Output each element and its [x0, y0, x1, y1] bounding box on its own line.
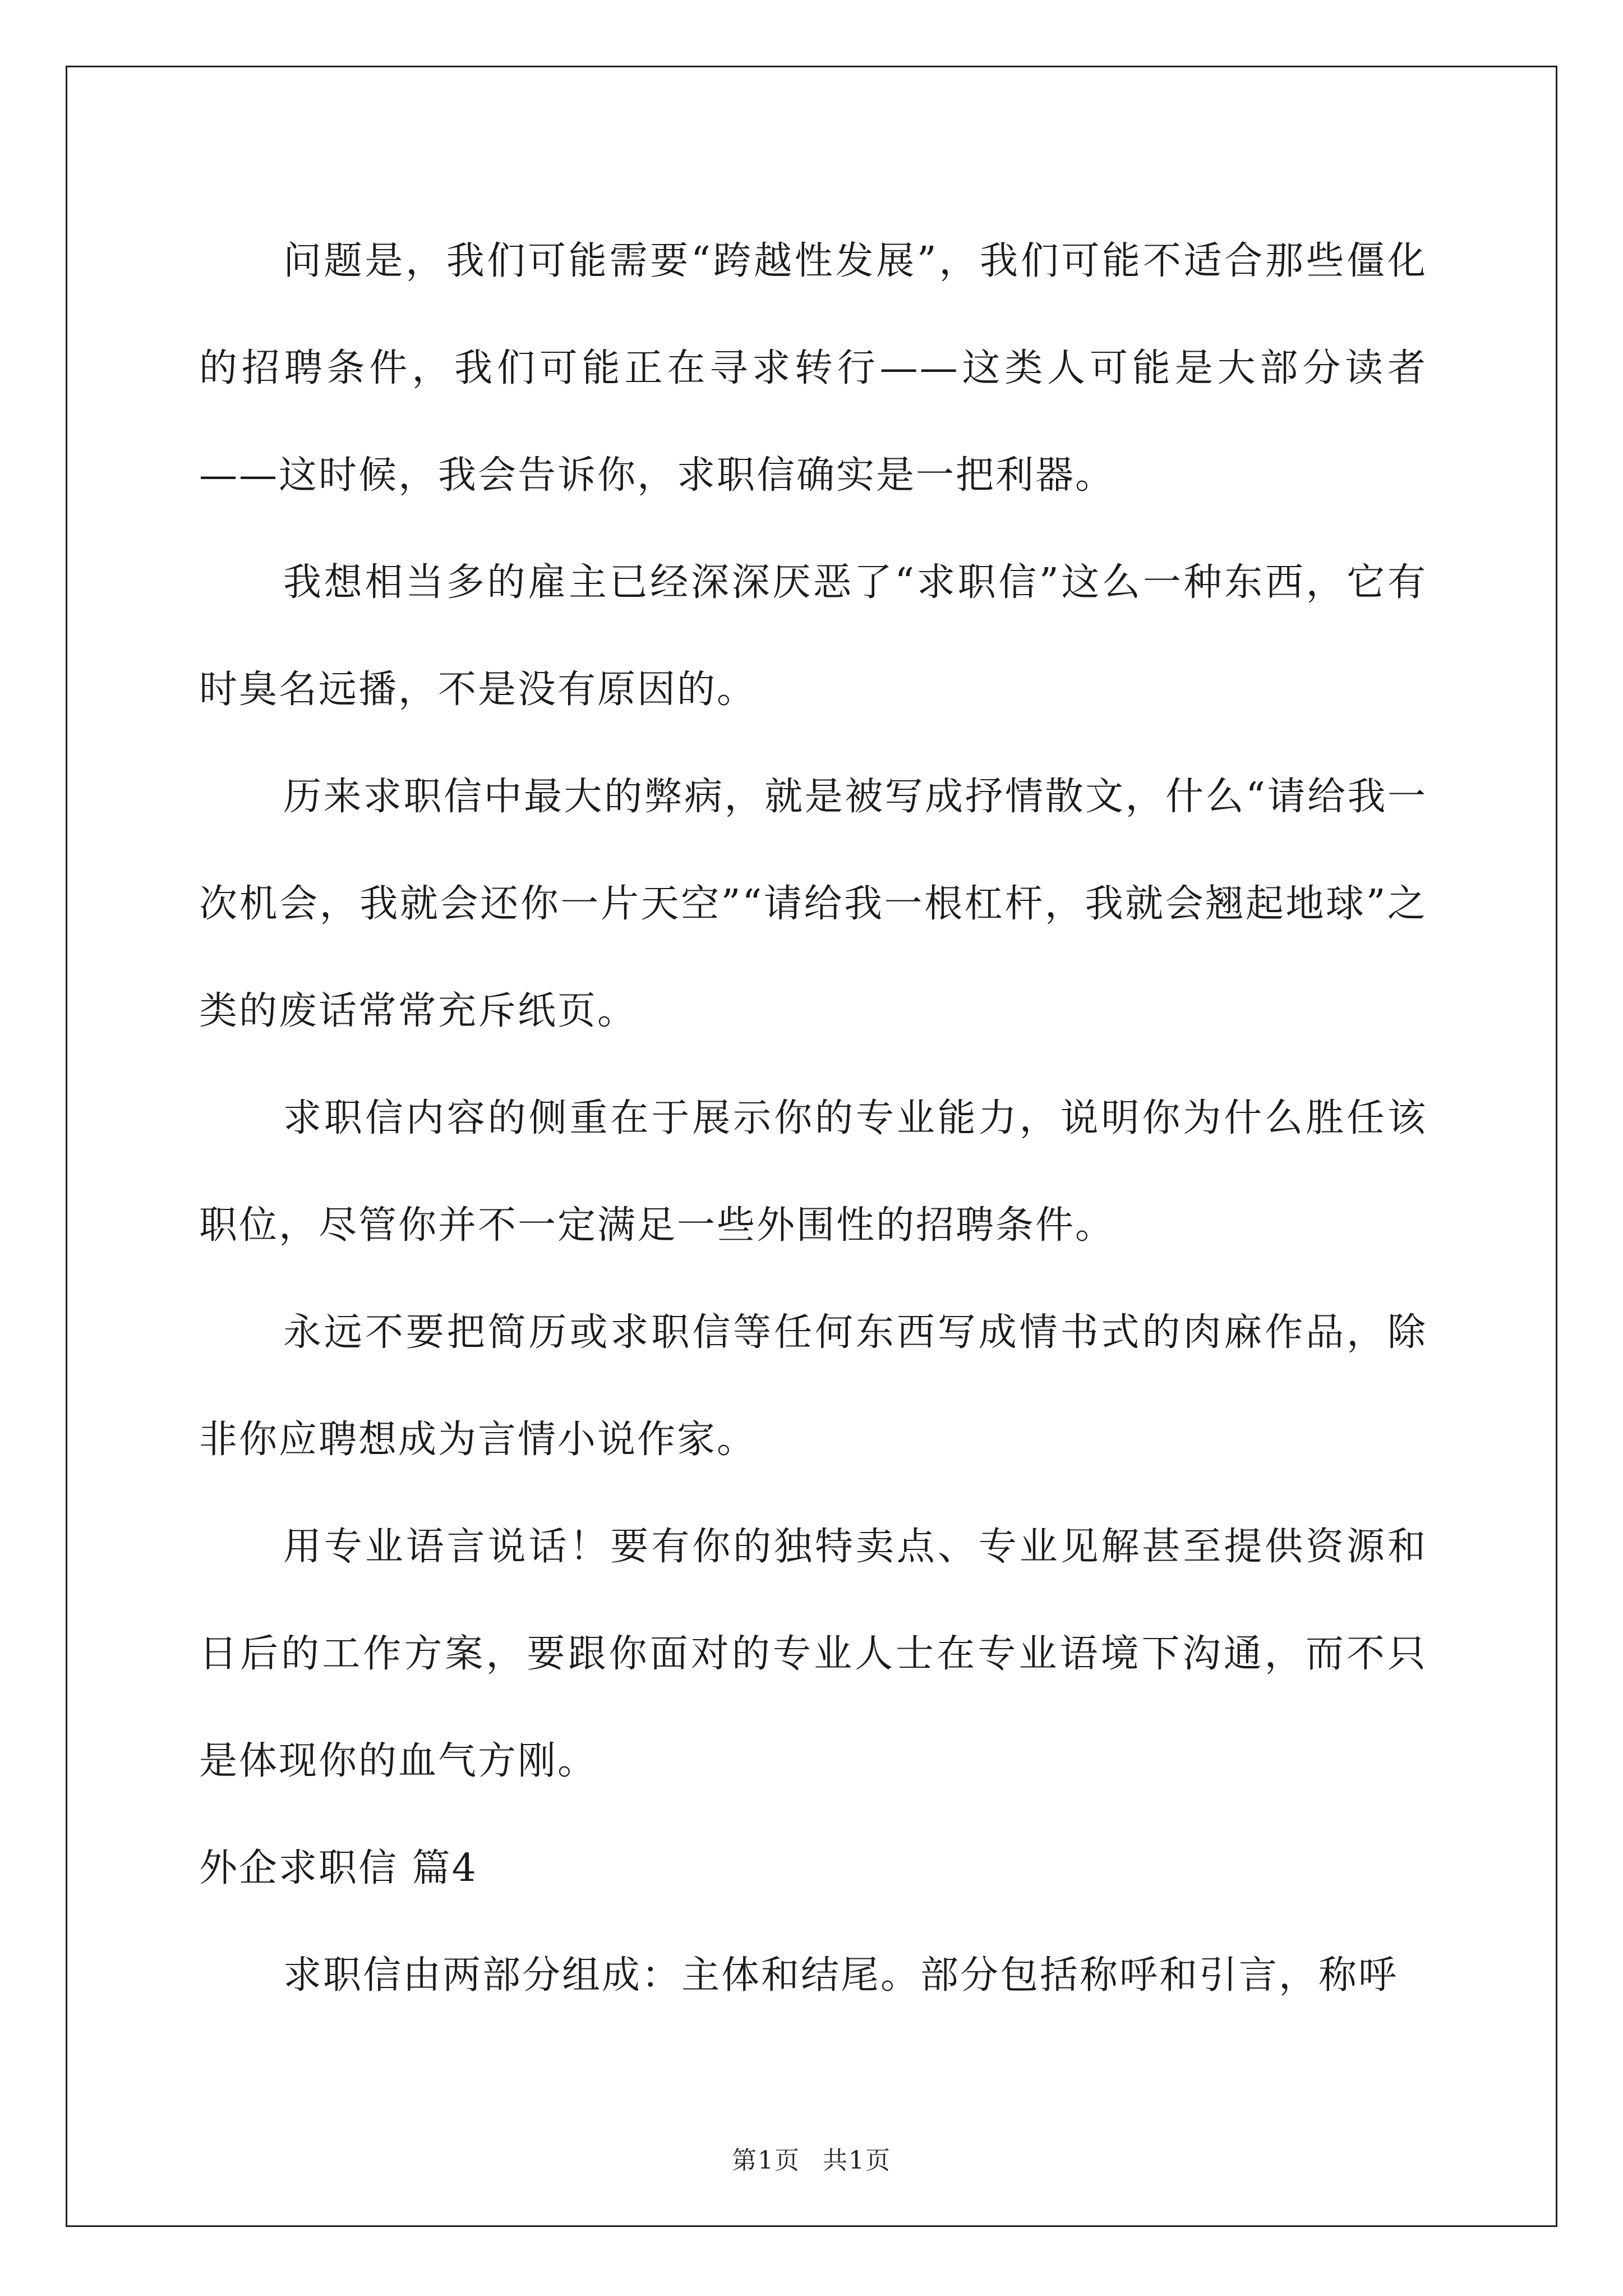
- paragraph-2: 我想相当多的雇主已经深深厌恶了“求职信”这么一种东西，它有时臭名远播，不是没有原因的。: [199, 560, 1427, 712]
- paragraph-5: 永远不要把简历或求职信等任何东西写成情书式的肉麻作品，除非你应聘想成为言情小说作家。: [199, 1310, 1427, 1462]
- paragraph-7: 求职信由两部分组成：主体和结尾。部分包括称呼和引言，称呼: [283, 1953, 1399, 1998]
- paragraph-3: 历来求职信中最大的弊病，就是被写成抒情散文，什么“请给我一次机会，我就会还你一片天空”“请给我一根杠杆，我就会翘起地球”之类的废话常常充斥纸页。: [199, 775, 1427, 1033]
- page-number: 第1页: [732, 2146, 800, 2175]
- paragraph-6: 用专业语言说话！要有你的独特卖点、专业见解甚至提供资源和日后的工作方案，要跟你面对的专业人士在专业语境下沟通，而不只是体现你的血气方刚。: [199, 1525, 1427, 1783]
- document-body: [199, 208, 1427, 2029]
- page-footer: [0, 2140, 1623, 2176]
- page-total: 共1页: [823, 2146, 891, 2175]
- paragraph-4: 求职信内容的侧重在于展示你的专业能力，说明你为什么胜任该职位，尽管你并不一定满足一些外围性的招聘条件。: [199, 1096, 1427, 1248]
- section-heading: 外企求职信 篇4: [199, 1846, 478, 1890]
- paragraph-1: 问题是，我们可能需要“跨越性发展”，我们可能不适合那些僵化的招聘条件，我们可能正在寻求转行——这类人可能是大部分读者——这时候，我会告诉你，求职信确实是一把利器。: [199, 239, 1427, 498]
